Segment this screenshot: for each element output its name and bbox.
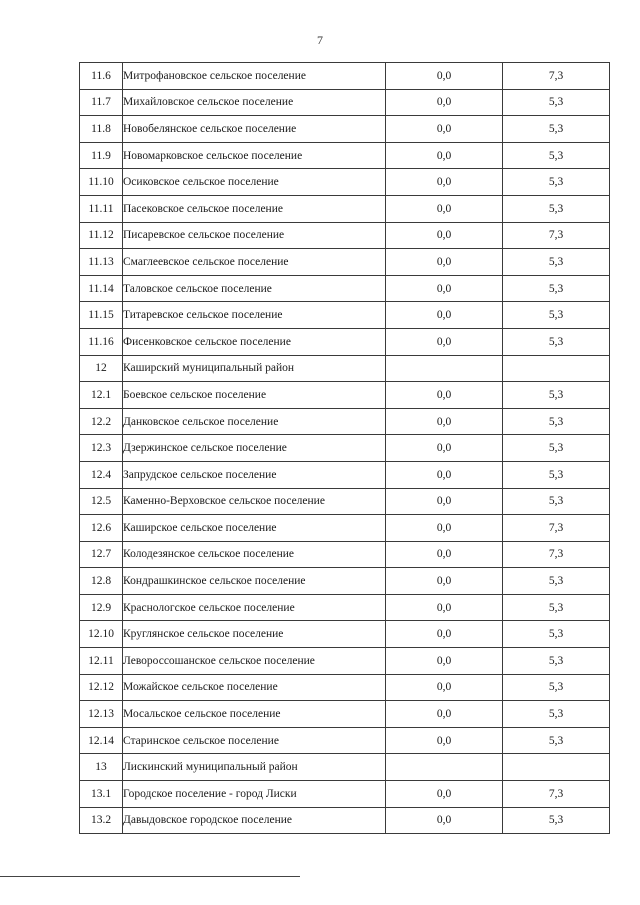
value-column-1: 0,0 <box>386 674 503 701</box>
row-number: 12.12 <box>80 674 123 701</box>
table-row <box>80 754 610 781</box>
value-column-2 <box>503 754 610 781</box>
table-row <box>80 541 610 568</box>
table-row <box>80 328 610 355</box>
value-column-1: 0,0 <box>386 621 503 648</box>
value-column-2: 5,3 <box>503 302 610 329</box>
value-column-1: 0,0 <box>386 408 503 435</box>
table-row <box>80 807 610 834</box>
row-number: 12 <box>80 355 123 382</box>
table-row <box>80 249 610 276</box>
value-column-1: 0,0 <box>386 382 503 409</box>
value-column-2: 5,3 <box>503 807 610 834</box>
table-row <box>80 275 610 302</box>
settlement-name: Данковское сельское поселение <box>123 408 386 435</box>
row-number: 11.16 <box>80 328 123 355</box>
value-column-1: 0,0 <box>386 169 503 196</box>
row-number: 11.9 <box>80 142 123 169</box>
page-number: 7 <box>317 33 323 47</box>
value-column-1: 0,0 <box>386 568 503 595</box>
settlement-name: Фисенковское сельское поселение <box>123 328 386 355</box>
value-column-1: 0,0 <box>386 515 503 542</box>
value-column-2: 5,3 <box>503 116 610 143</box>
value-column-2: 7,3 <box>503 515 610 542</box>
value-column-1: 0,0 <box>386 275 503 302</box>
row-number: 11.15 <box>80 302 123 329</box>
table-row <box>80 621 610 648</box>
settlement-name: Городское поселение - город Лиски <box>123 781 386 808</box>
value-column-1: 0,0 <box>386 63 503 90</box>
value-column-1: 0,0 <box>386 249 503 276</box>
value-column-2: 5,3 <box>503 249 610 276</box>
settlement-name: Митрофановское сельское поселение <box>123 63 386 90</box>
table-row <box>80 382 610 409</box>
value-column-2: 7,3 <box>503 63 610 90</box>
value-column-2: 5,3 <box>503 435 610 462</box>
value-column-1: 0,0 <box>386 781 503 808</box>
value-column-2: 5,3 <box>503 408 610 435</box>
row-number: 12.5 <box>80 488 123 515</box>
row-number: 13 <box>80 754 123 781</box>
settlement-name: Старинское сельское поселение <box>123 727 386 754</box>
row-number: 12.6 <box>80 515 123 542</box>
row-number: 12.11 <box>80 648 123 675</box>
value-column-1: 0,0 <box>386 727 503 754</box>
settlement-name: Каширский муниципальный район <box>123 355 386 382</box>
settlement-name: Давыдовское городское поселение <box>123 807 386 834</box>
value-column-2: 5,3 <box>503 89 610 116</box>
value-column-2: 5,3 <box>503 195 610 222</box>
row-number: 11.12 <box>80 222 123 249</box>
table-row <box>80 648 610 675</box>
settlement-name: Михайловское сельское поселение <box>123 89 386 116</box>
table-row <box>80 568 610 595</box>
row-number: 12.14 <box>80 727 123 754</box>
settlement-name: Смаглеевское сельское поселение <box>123 249 386 276</box>
value-column-2: 5,3 <box>503 621 610 648</box>
table-body <box>80 63 610 834</box>
table-row <box>80 63 610 90</box>
footnote-separator <box>0 876 300 877</box>
value-column-2: 5,3 <box>503 568 610 595</box>
table-row <box>80 594 610 621</box>
settlement-name: Каширское сельское поселение <box>123 515 386 542</box>
value-column-2: 5,3 <box>503 594 610 621</box>
row-number: 12.2 <box>80 408 123 435</box>
settlement-name: Мосальское сельское поселение <box>123 701 386 728</box>
table-row <box>80 674 610 701</box>
value-column-2: 5,3 <box>503 275 610 302</box>
table-row <box>80 142 610 169</box>
table-row <box>80 461 610 488</box>
table-row <box>80 701 610 728</box>
value-column-1: 0,0 <box>386 435 503 462</box>
value-column-2: 7,3 <box>503 781 610 808</box>
value-column-1: 0,0 <box>386 541 503 568</box>
row-number: 11.7 <box>80 89 123 116</box>
value-column-1: 0,0 <box>386 594 503 621</box>
settlement-name: Осиковское сельское поселение <box>123 169 386 196</box>
settlement-name: Запрудское сельское поселение <box>123 461 386 488</box>
row-number: 13.1 <box>80 781 123 808</box>
value-column-2: 7,3 <box>503 541 610 568</box>
table-row <box>80 515 610 542</box>
value-column-1: 0,0 <box>386 328 503 355</box>
row-number: 13.2 <box>80 807 123 834</box>
row-number: 12.7 <box>80 541 123 568</box>
value-column-2: 5,3 <box>503 461 610 488</box>
value-column-1 <box>386 754 503 781</box>
settlement-name: Писаревское сельское поселение <box>123 222 386 249</box>
value-column-1: 0,0 <box>386 222 503 249</box>
value-column-2: 5,3 <box>503 648 610 675</box>
row-number: 12.13 <box>80 701 123 728</box>
row-number: 12.3 <box>80 435 123 462</box>
value-column-2: 5,3 <box>503 328 610 355</box>
settlement-name: Кондрашкинское сельское поселение <box>123 568 386 595</box>
value-column-2: 5,3 <box>503 142 610 169</box>
value-column-1: 0,0 <box>386 116 503 143</box>
value-column-1: 0,0 <box>386 648 503 675</box>
settlement-name: Каменно-Верховское сельское поселение <box>123 488 386 515</box>
table-row <box>80 408 610 435</box>
settlement-name: Таловское сельское поселение <box>123 275 386 302</box>
table-row <box>80 781 610 808</box>
value-column-2 <box>503 355 610 382</box>
row-number: 12.10 <box>80 621 123 648</box>
row-number: 11.8 <box>80 116 123 143</box>
value-column-1: 0,0 <box>386 807 503 834</box>
row-number: 11.6 <box>80 63 123 90</box>
row-number: 12.4 <box>80 461 123 488</box>
settlement-name: Левороссошанское сельское поселение <box>123 648 386 675</box>
table-row <box>80 195 610 222</box>
value-column-2: 7,3 <box>503 222 610 249</box>
table-row <box>80 222 610 249</box>
value-column-1: 0,0 <box>386 195 503 222</box>
value-column-2: 5,3 <box>503 488 610 515</box>
settlement-name: Новомарковское сельское поселение <box>123 142 386 169</box>
row-number: 12.8 <box>80 568 123 595</box>
row-number: 12.9 <box>80 594 123 621</box>
table-row <box>80 435 610 462</box>
row-number: 11.11 <box>80 195 123 222</box>
table-row <box>80 355 610 382</box>
value-column-2: 5,3 <box>503 727 610 754</box>
value-column-1: 0,0 <box>386 701 503 728</box>
table-row <box>80 727 610 754</box>
value-column-1: 0,0 <box>386 302 503 329</box>
row-number: 11.10 <box>80 169 123 196</box>
settlement-name: Колодезянское сельское поселение <box>123 541 386 568</box>
settlement-name: Титаревское сельское поселение <box>123 302 386 329</box>
settlement-name: Можайское сельское поселение <box>123 674 386 701</box>
settlement-name: Краснологское сельское поселение <box>123 594 386 621</box>
table-row <box>80 89 610 116</box>
table-row <box>80 302 610 329</box>
value-column-1 <box>386 355 503 382</box>
row-number: 12.1 <box>80 382 123 409</box>
table-row <box>80 116 610 143</box>
settlement-name: Новобелянское сельское поселение <box>123 116 386 143</box>
settlement-name: Пасековское сельское поселение <box>123 195 386 222</box>
value-column-2: 5,3 <box>503 674 610 701</box>
row-number: 11.13 <box>80 249 123 276</box>
table-row <box>80 488 610 515</box>
row-number: 11.14 <box>80 275 123 302</box>
settlement-name: Дзержинское сельское поселение <box>123 435 386 462</box>
value-column-2: 5,3 <box>503 382 610 409</box>
settlement-name: Лискинский муниципальный район <box>123 754 386 781</box>
value-column-1: 0,0 <box>386 142 503 169</box>
value-column-2: 5,3 <box>503 169 610 196</box>
value-column-1: 0,0 <box>386 488 503 515</box>
settlement-name: Боевское сельское поселение <box>123 382 386 409</box>
settlements-table <box>79 62 610 834</box>
table-row <box>80 169 610 196</box>
value-column-1: 0,0 <box>386 461 503 488</box>
value-column-1: 0,0 <box>386 89 503 116</box>
settlement-name: Круглянское сельское поселение <box>123 621 386 648</box>
value-column-2: 5,3 <box>503 701 610 728</box>
